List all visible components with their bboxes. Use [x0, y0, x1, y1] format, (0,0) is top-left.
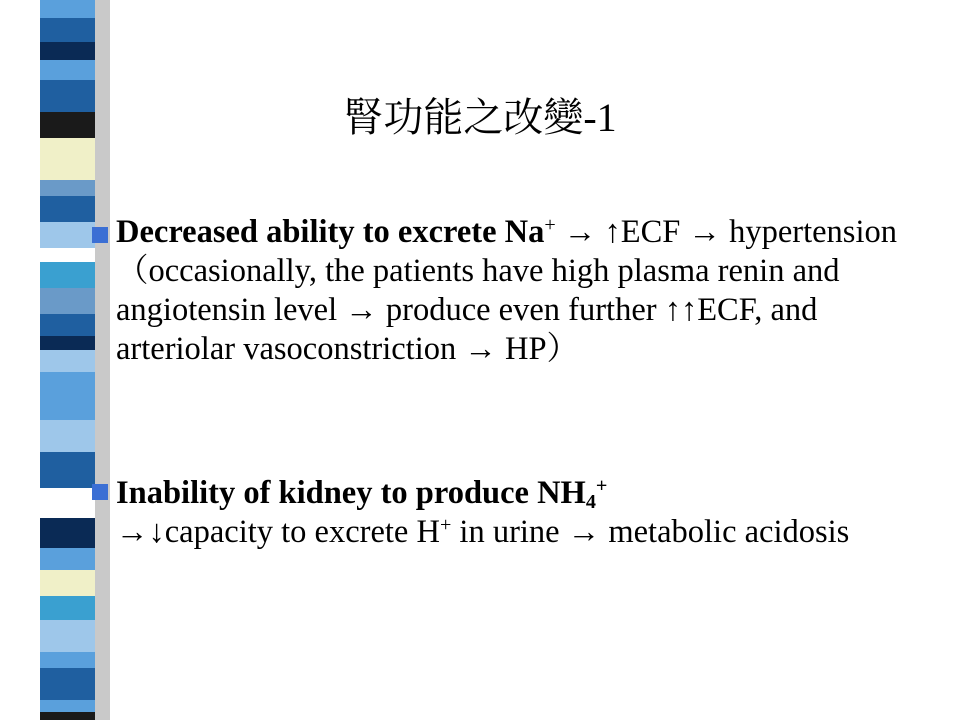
strip-block: [40, 712, 95, 720]
strip-block: [40, 248, 95, 262]
strip-block: [40, 548, 95, 570]
bullet-2-text-b: in urine → metabolic acidosis: [451, 514, 850, 550]
strip-block: [40, 620, 95, 652]
strip-block: [40, 180, 95, 196]
sodium-charge: +: [544, 213, 556, 236]
ammonium-charge: +: [595, 474, 608, 497]
strip-block: [40, 700, 95, 712]
strip-block: [40, 314, 95, 336]
slide-title-suffix: -1: [583, 95, 617, 140]
strip-block: [40, 138, 95, 180]
strip-block: [40, 60, 95, 80]
strip-block: [40, 596, 95, 620]
strip-block: [40, 42, 95, 60]
strip-block: [40, 652, 95, 668]
strip-block: [40, 420, 95, 452]
strip-block: [40, 0, 95, 18]
bullet-item-1: [116, 213, 931, 369]
strip-block: [40, 18, 95, 42]
bullet-2-bold-text: Inability of kidney to produce NH: [116, 475, 586, 511]
strip-block: [40, 222, 95, 248]
strip-block: [40, 570, 95, 596]
strip-block: [40, 372, 95, 420]
bullet-1-arrow-ecf: → ↑ECF →: [555, 214, 730, 250]
bullet-item-2: [116, 474, 931, 552]
bullet-marker: [92, 484, 108, 500]
strip-block: [40, 288, 95, 314]
bullet-marker: [92, 227, 108, 243]
strip-block: [40, 488, 95, 518]
slide-title-chinese: 腎功能之改變: [343, 95, 584, 141]
hydrogen-charge: +: [439, 513, 452, 536]
bullet-1-body: hypertension（occasionally, the patients have high plasma renin and angiotensin level → produce even further ↑↑ECF, and arteriolar vasoconstriction → HP）: [116, 214, 897, 367]
bullet-2-text-a: →↓capacity to excrete H: [116, 514, 440, 550]
strip-block: [40, 518, 95, 548]
bullet-2-bold-lead: [116, 474, 608, 514]
strip-block: [40, 336, 95, 350]
strip-block: [40, 350, 95, 372]
bullet-1-bold-lead: Decreased ability to excrete Na: [116, 214, 545, 250]
strip-block: [40, 668, 95, 700]
ammonium-subscript: 4: [585, 491, 596, 514]
strip-block: [40, 196, 95, 222]
strip-block: [40, 262, 95, 288]
strip-block: [40, 452, 95, 488]
slide-title: [0, 93, 960, 143]
